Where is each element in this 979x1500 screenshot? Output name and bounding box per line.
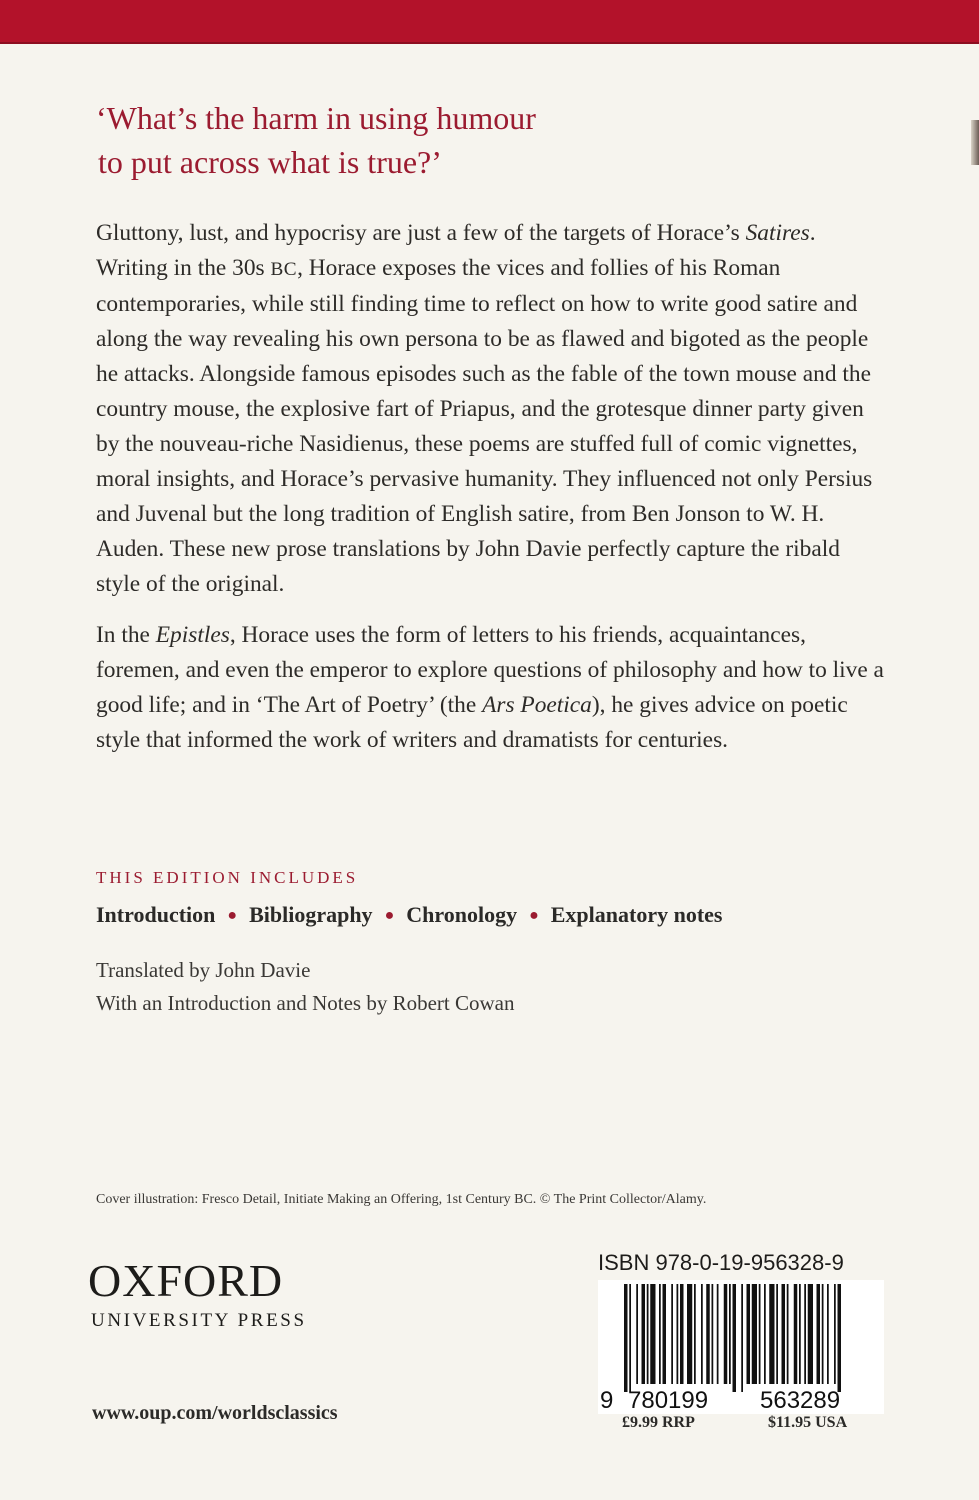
barcode-bar — [724, 1284, 728, 1384]
barcode-bar — [804, 1284, 806, 1384]
barcode-bar — [822, 1284, 824, 1384]
includes-item: Introduction — [96, 902, 216, 927]
barcode-bar — [680, 1284, 684, 1384]
barcode-bar — [677, 1284, 679, 1384]
edition-includes-heading: THIS EDITION INCLUDES — [96, 868, 359, 887]
barcode-bar — [647, 1284, 649, 1384]
pull-quote-line-2: to put across what is true?’ — [98, 144, 442, 180]
barcode-bar — [733, 1284, 737, 1392]
barcode-bar — [671, 1284, 673, 1384]
publisher-subname: UNIVERSITY PRESS — [91, 1310, 307, 1331]
notes-credit: With an Introduction and Notes by Robert Cowan — [96, 991, 515, 1015]
includes-item: Chronology — [406, 902, 518, 927]
credits — [96, 954, 515, 1020]
barcode-bar — [717, 1284, 719, 1384]
barcode-bar — [629, 1284, 631, 1392]
barcode-bar — [663, 1284, 667, 1384]
barcode-bar — [694, 1284, 696, 1384]
barcode-bar — [687, 1284, 692, 1384]
price-usd: $11.95 USA — [768, 1414, 848, 1431]
barcode-bar — [776, 1284, 778, 1384]
barcode-bar — [642, 1284, 646, 1384]
back-cover — [0, 44, 979, 1500]
barcode-bar — [729, 1284, 731, 1384]
barcode-bar — [838, 1284, 842, 1392]
text-run: In the — [96, 622, 156, 648]
description-paragraph-1 — [96, 216, 886, 602]
barcode-bar — [759, 1284, 761, 1384]
isbn-label: ISBN 978-0-19-956328-9 — [598, 1250, 844, 1275]
barcode-bar — [747, 1284, 751, 1384]
publisher-logo — [88, 1256, 307, 1332]
bullet-icon: ● — [227, 907, 238, 924]
bullet-icon: ● — [384, 907, 395, 924]
title-ars-poetica: Ars Poetica — [482, 692, 592, 718]
barcode-bar — [769, 1284, 774, 1384]
barcode-digits-right: 563289 — [760, 1387, 841, 1414]
barcode-bar — [787, 1284, 789, 1384]
barcode-bar — [794, 1284, 798, 1384]
description — [96, 216, 886, 774]
includes-item: Explanatory notes — [550, 902, 723, 927]
barcode-bar — [636, 1284, 638, 1384]
title-satires: Satires — [745, 220, 810, 246]
translator-credit: Translated by John Davie — [96, 958, 311, 982]
text-run: , Horace uses the form of letters to his friends, acquaintances, foremen, and even the emperor to explore questions of philosophy and how to live a good life; and in ‘The Art of Poetry’ (the — [96, 622, 884, 718]
bullet-icon: ● — [529, 907, 539, 924]
description-paragraph-2 — [96, 618, 886, 758]
cover-illustration-credit: Cover illustration: Fresco Detail, Initiate Making an Offering, 1st Century BC. © The Print Collector/Alamy. — [96, 1192, 707, 1207]
barcode-bar — [706, 1284, 710, 1384]
title-epistles: Epistles — [155, 622, 230, 648]
price-gbp: £9.99 RRP — [622, 1414, 695, 1431]
pull-quote-line-1: ‘What’s the harm in using humour — [96, 100, 536, 136]
publisher-website[interactable]: www.oup.com/worldsclassics — [92, 1402, 338, 1424]
barcode-bar — [650, 1284, 655, 1384]
text-run: ), he gives advice on poetic style that informed the work of writers and dramatists for centuries. — [96, 692, 848, 753]
text-run: Gluttony, lust, and hypocrisy are just a few of the targets of Horace’s — [96, 220, 746, 246]
barcode-bar — [741, 1284, 743, 1392]
barcode-bar — [624, 1284, 628, 1392]
red-top-band — [0, 0, 979, 44]
barcode-bar — [659, 1284, 661, 1384]
barcode-digit-first: 9 — [600, 1387, 614, 1414]
barcode-bar — [764, 1284, 766, 1384]
barcode-bar — [782, 1284, 786, 1384]
barcode-bar — [752, 1284, 757, 1384]
barcode-digits-left: 780199 — [628, 1387, 709, 1414]
barcode-bar — [834, 1284, 836, 1384]
pull-quote — [96, 96, 656, 184]
barcode-bar — [817, 1284, 821, 1384]
edition-includes-list — [96, 902, 896, 928]
barcode-bar — [827, 1284, 829, 1384]
barcode-bar — [808, 1284, 813, 1384]
era-bc: BC — [270, 259, 298, 280]
barcode — [598, 1280, 884, 1414]
publisher-name: OXFORD — [88, 1255, 284, 1306]
text-run: . Writing in the 30s — [96, 220, 816, 281]
barcode-graphic — [598, 1280, 884, 1414]
barcode-bar — [701, 1284, 703, 1384]
barcode-bar — [712, 1284, 714, 1384]
includes-item: Bibliography — [249, 902, 373, 927]
text-run: , Horace exposes the vices and follies of his Roman contemporaries, while still finding time to reflect on how to write good satire and along the way revealing his own persona to be as flawed and bigoted as the people he attacks. Alongside famous episodes such as the fable of the town mouse and the country mouse, the explosive fart of Priapus, and the grotesque dinner party given by the nouveau-riche Nasidienus, these poems are stuffed full of comic vignettes, moral insights, and Horace’s pervasive humanity. They influenced not only Persius and Juvenal but the long tradition of English satire, from Ben Jonson to W. H. Auden. These new prose translations by John Davie perfectly capture the ribald style of the original. — [96, 255, 873, 597]
barcode-bar — [799, 1284, 801, 1384]
